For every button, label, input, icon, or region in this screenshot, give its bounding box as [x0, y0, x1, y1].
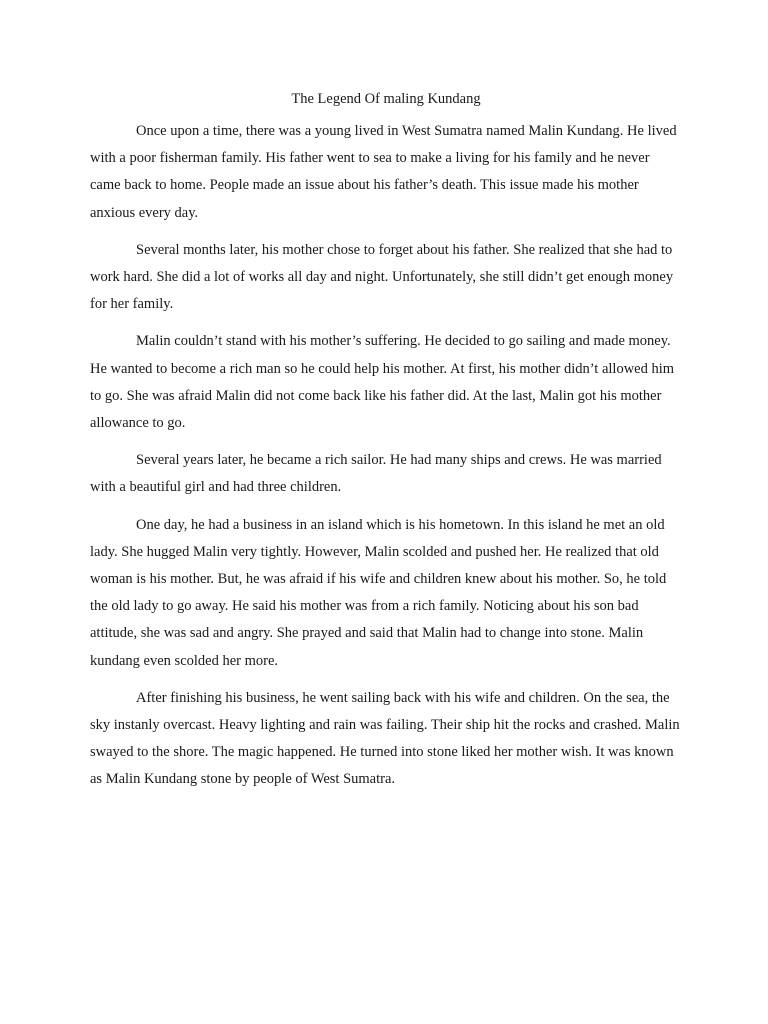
paragraph-5: One day, he had a business in an island which is his hometown. In this island he met an old lady. She hugged Malin very tightly. However, Malin scolded and pushed her. He realized that old woman is his mother. But, he was afraid if his wife and children knew about his mother. So, he told the old lady to go away. He said his mother was from a rich family. Noticing about his son bad attitude, she was sad and angry. She prayed and said that Malin had to change into stone. Malin kundang even scolded her more. [90, 516, 667, 669]
document-title: The Legend Of maling Kundang [291, 91, 481, 107]
paragraph-6: After finishing his business, he went sailing back with his wife and children. On the sea, the sky instanly overcast. Heavy lighting and rain was failing. Their ship hit the rocks and crashed. Malin swayed to the shore. The magic happened. He turned into stone liked her mother wish. It was known as Malin Kundang stone by people of West Sumatra. [90, 689, 680, 788]
paragraph-4: Several years later, he became a rich sailor. He had many ships and crews. He was married with a beautiful girl and had three children. [90, 452, 662, 496]
paragraph-2: Several months later, his mother chose to forget about his father. She realized that she had to work hard. She did a lot of works all day and night. Unfortunately, she still didn’t get enough money for her family. [90, 241, 674, 313]
document-page [90, 86, 682, 804]
paragraph-1: Once upon a time, there was a young lived in West Sumatra named Malin Kundang. He lived with a poor fisherman family. His father went to sea to make a living for his family and he never came back to home. People made an issue about his father’s death. This issue made his mother anxious every day. [90, 123, 677, 221]
paragraph-3: Malin couldn’t stand with his mother’s suffering. He decided to go sailing and made money. He wanted to become a rich man so he could help his mother. At first, his mother didn’t allowed him to go. She was afraid Malin did not come back like his father did. At the last, Malin got his mother allowance to go. [90, 333, 675, 432]
